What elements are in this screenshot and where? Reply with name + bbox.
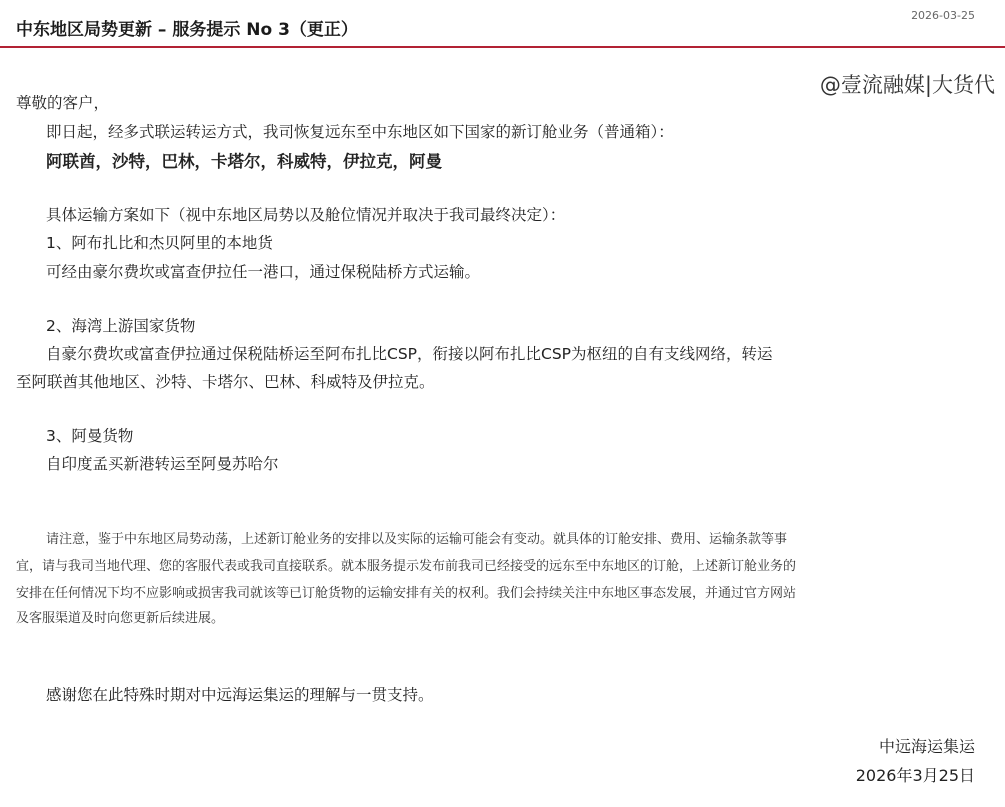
notice-line-3: 安排在任何情况下均不应影响或损害我司就该等已订舱货物的运输安排有关的权利。我们会持续关注中东地区事态发展，并通过官方网站	[16, 586, 797, 601]
item-2-heading: 2、海湾上游国家货物	[46, 317, 196, 335]
signature-date: 2026年3月25日	[855, 766, 975, 785]
intro-text: 即日起，经多式联运转运方式，我司恢复远东至中东地区如下国家的新订舱业务（普通箱）：	[46, 123, 674, 141]
page-title: 中东地区局势更新 – 服务提示 No 3（更正）	[16, 20, 358, 40]
plan-intro: 具体运输方案如下（视中东地区局势以及舱位情况并取决于我司最终决定）：	[46, 206, 566, 224]
watermark: @壹流融媒|大货代	[819, 73, 995, 97]
greeting: 尊敬的客户，	[16, 94, 110, 112]
document-header	[0, 0, 1005, 48]
item-1-line-1: 可经由豪尔费坎或富查伊拉任一港口，通过保税陆桥方式运输。	[46, 263, 481, 281]
country-list: 阿联酋，沙特，巴林，卡塔尔，科威特，伊拉克，阿曼	[46, 152, 442, 171]
signature-company: 中远海运集运	[878, 737, 975, 756]
item-3-line-1: 自印度孟买新港转运至阿曼苏哈尔	[46, 455, 279, 473]
header-divider	[0, 46, 1005, 48]
item-2-line-2: 至阿联酋其他地区、沙特、卡塔尔、巴林、科威特及伊拉克。	[16, 373, 435, 391]
item-1-heading: 1、阿布扎比和杰贝阿里的本地货	[46, 234, 273, 252]
item-3-heading: 3、阿曼货物	[46, 427, 134, 445]
notice-line-1: 请注意，鉴于中东地区局势动荡，上述新订舱业务的安排以及实际的运输可能会有变动。就具体的订舱安排、费用、运输条款等事	[46, 532, 788, 547]
item-2-line-1: 自豪尔费坎或富查伊拉通过保税陆桥运至阿布扎比CSP，衔接以阿布扎比CSP为枢纽的自有支线网络，转运	[46, 345, 773, 363]
notice-line-2: 宜，请与我司当地代理、您的客服代表或我司直接联系。就本服务提示发布前我司已经接受的远东至中东地区的订舱，上述新订舱业务的	[16, 559, 797, 574]
notice-line-4: 及客服渠道及时向您更新后续进展。	[16, 611, 225, 626]
thanks-text: 感谢您在此特殊时期对中远海运集运的理解与一贯支持。	[46, 686, 434, 704]
header-date: 2026-03-25	[911, 9, 975, 22]
